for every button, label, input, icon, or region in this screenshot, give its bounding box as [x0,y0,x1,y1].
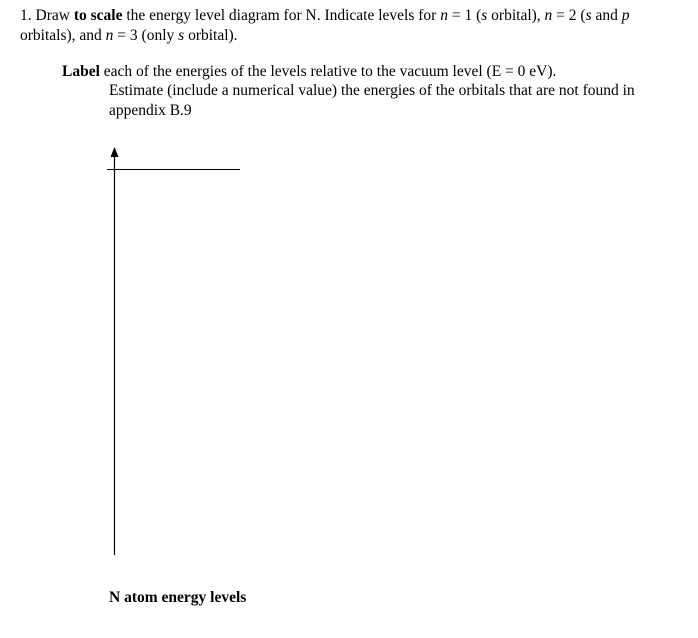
diagram-caption: N atom energy levels [109,589,247,606]
estimate-instruction: Estimate (include a numerical value) the energies of the orbitals that are not found in appendix B.9 [109,82,635,119]
axis-arrowhead [111,147,119,157]
question-text: 1. Draw to scale the energy level diagram for N. Indicate levels for n = 1 (s orbital), n = 2 (s and p orbitals), and n = 3 (only s orbital). [20,7,630,44]
question-number: 1. [20,7,32,24]
label-instruction: Label each of the energies of the levels relative to the vacuum level (E = 0 eV). [62,63,557,80]
to-scale-emphasis: to scale [73,7,123,24]
label-emphasis: Label [62,63,100,80]
